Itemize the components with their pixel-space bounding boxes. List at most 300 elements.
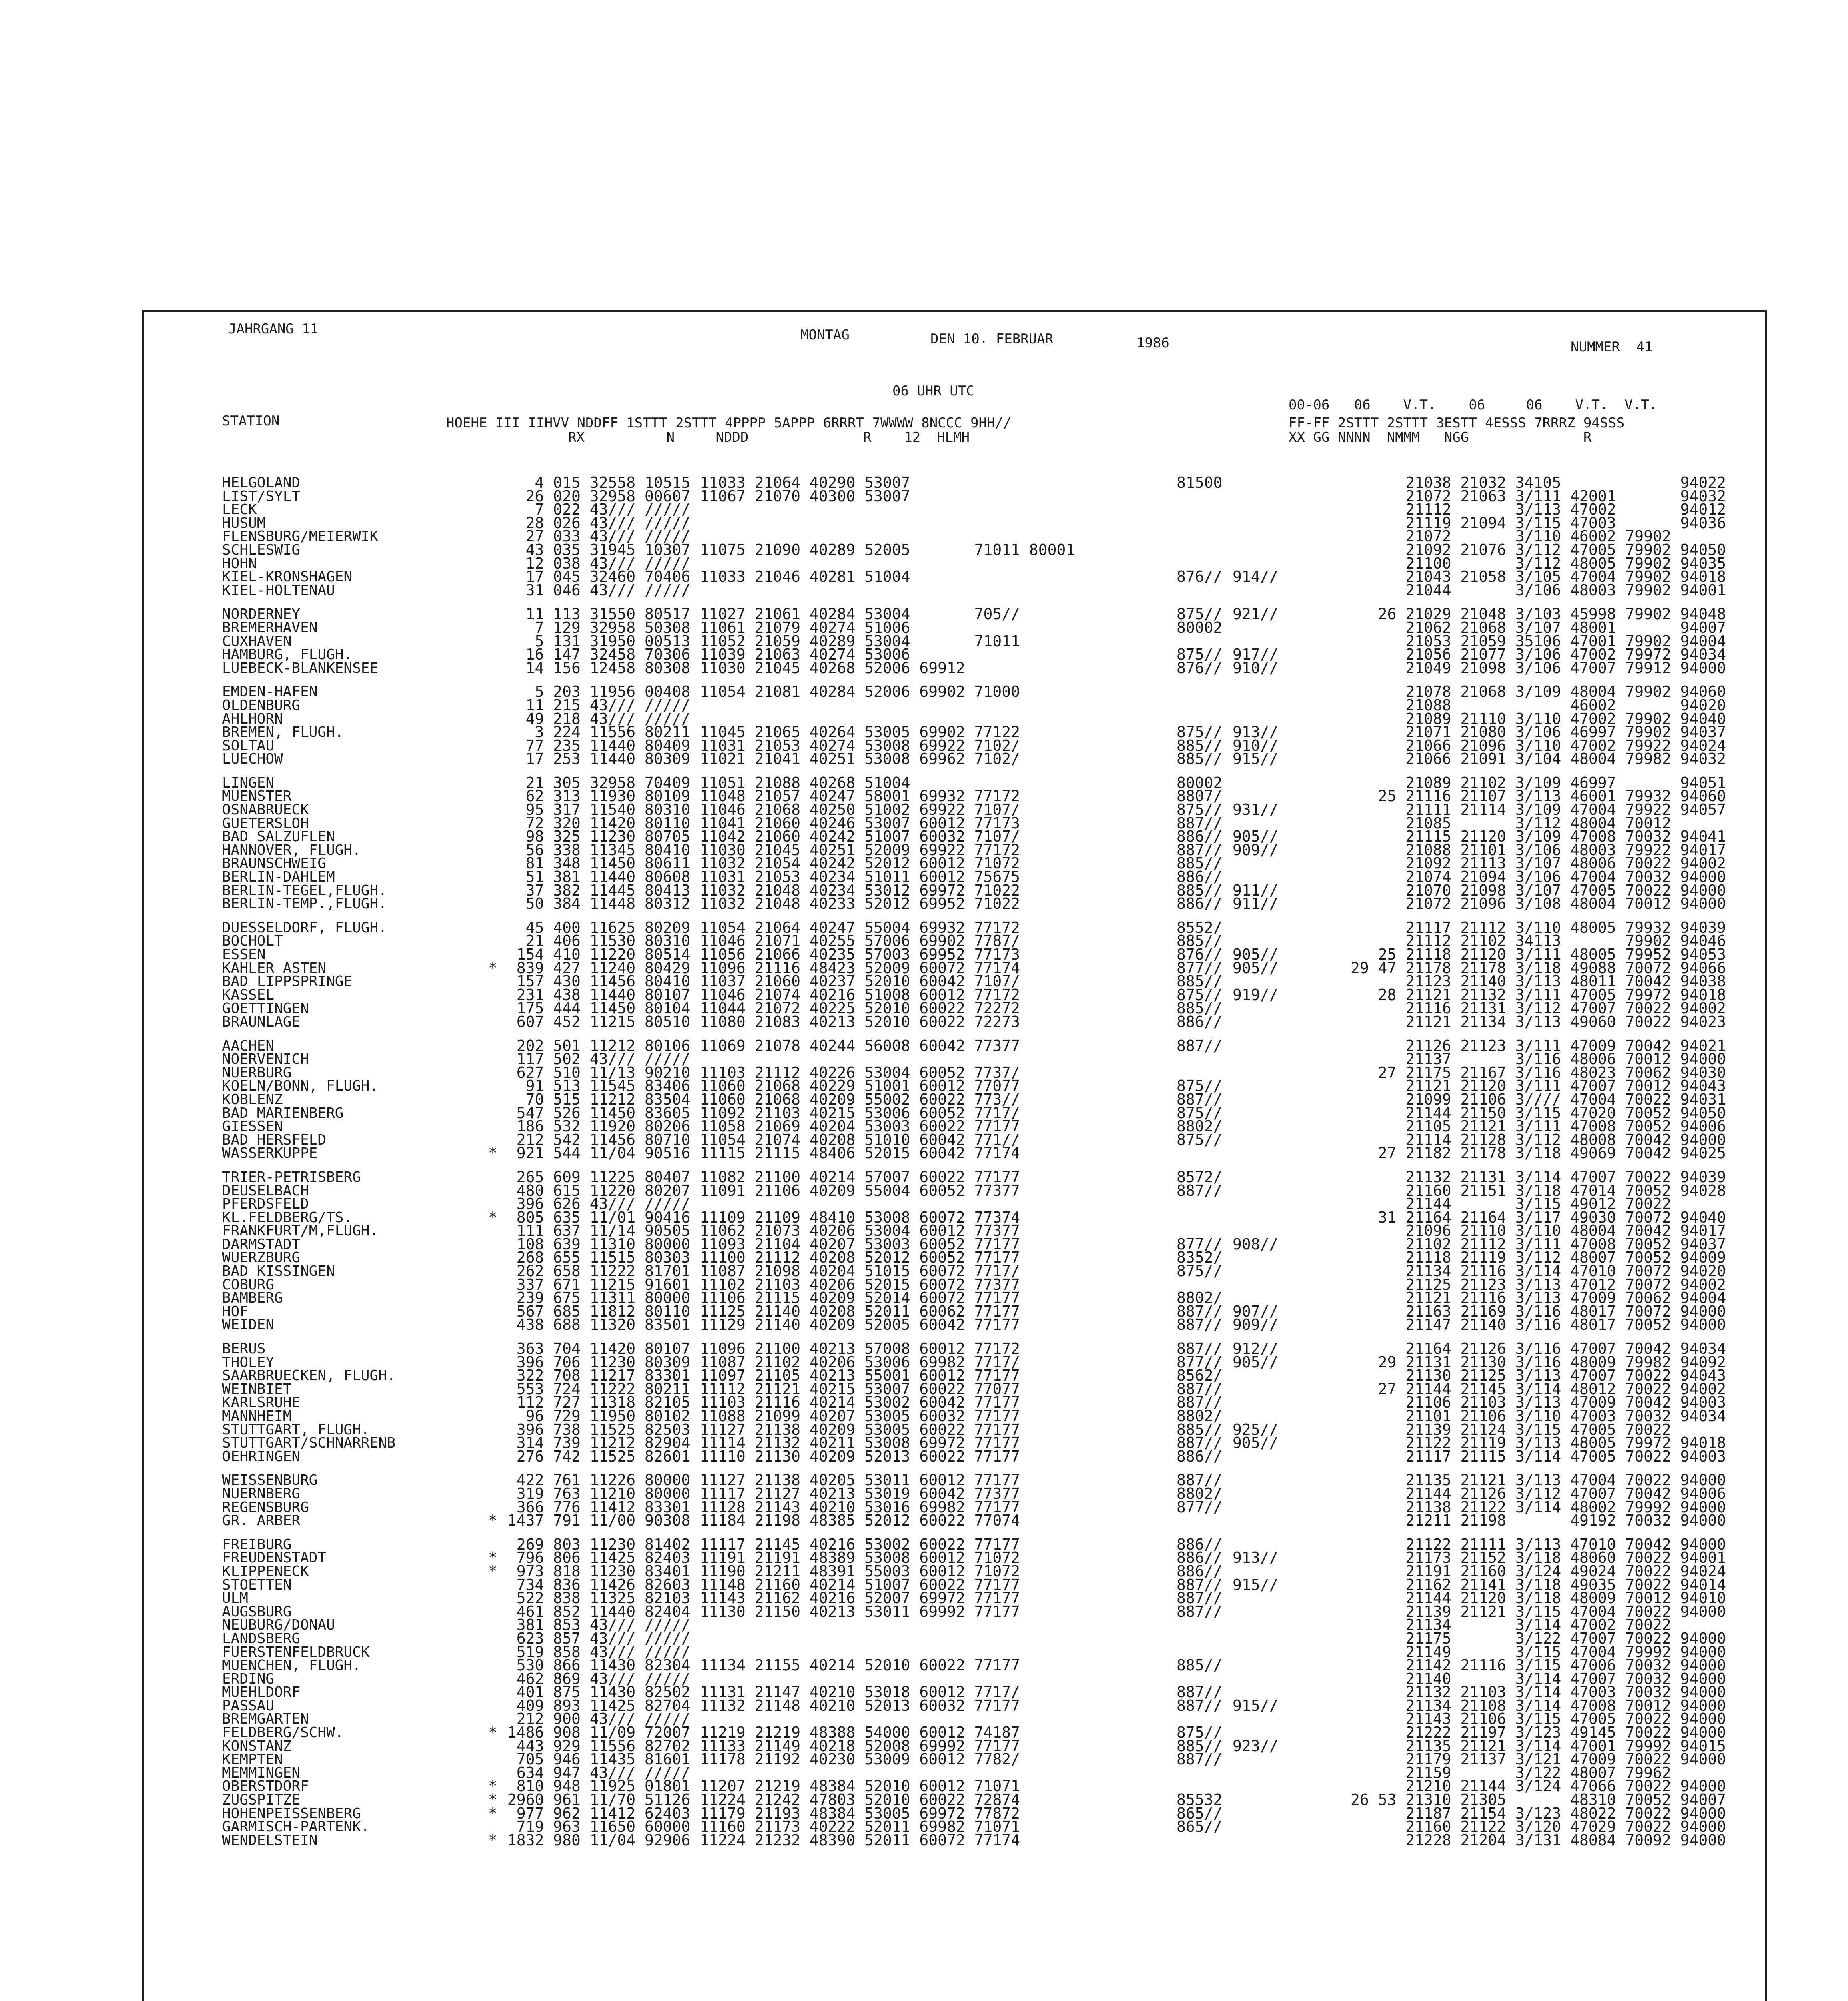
synop-9-group: 919// <box>1233 986 1279 1004</box>
synop-values: 26 020 32958 00607 11067 21070 40300 53007 <box>498 487 910 505</box>
synop-values: 95 317 11540 80310 11046 21068 40250 51002 69922 7107/ <box>498 801 1020 819</box>
synop-values: 37 382 11445 80413 11032 21048 40234 53012 69972 71022 <box>498 881 1020 899</box>
station-name: COBURG <box>222 1276 275 1293</box>
synop-values: 547 526 11450 83605 11092 21103 40215 53006 60052 7717/ <box>498 1104 1020 1122</box>
synop-extra-group: 887// <box>1177 1302 1223 1320</box>
station-name: SOLTAU <box>222 737 275 754</box>
supplementary-values: 21179 21137 3/121 47009 70022 94000 <box>1351 1750 1726 1768</box>
supplementary-values: 26 53 21310 21305 48310 70052 94007 <box>1351 1791 1726 1809</box>
station-name: KIEL-HOLTENAU <box>222 582 335 599</box>
synop-extra-group: 876// <box>1177 568 1223 586</box>
supplementary-values: 21072 21096 3/108 48004 70012 94000 <box>1351 895 1726 913</box>
supplementary-values: 21144 3/115 49012 70022 <box>1351 1195 1671 1213</box>
station-name: FELDBERG/SCHW. <box>222 1724 344 1741</box>
supplementary-values: 21123 21140 3/113 48011 70042 94038 <box>1351 972 1726 990</box>
station-name: MANNHEIM <box>222 1408 292 1424</box>
supplementary-values: 21137 3/116 48006 70012 94000 <box>1351 1050 1726 1068</box>
synop-values: 154 410 11220 80514 11056 21066 40235 57003 69952 77173 <box>498 946 1020 963</box>
supplementary-values: 21139 21121 3/115 47004 70022 94000 <box>1351 1602 1726 1620</box>
supplementary-values: 21112 21102 34113 79902 94046 <box>1351 932 1726 950</box>
synop-values: 396 738 11525 82503 11127 21138 40209 53005 60022 77177 <box>498 1420 1020 1438</box>
synop-values: 519 858 43/// ///// <box>498 1643 691 1661</box>
synop-extra-group: 887// <box>1177 1602 1223 1620</box>
synop-extra-group: 875// <box>1177 801 1223 819</box>
synop-9-group: 913// <box>1233 723 1279 741</box>
synop-values: 91 513 11545 83406 11060 21068 40229 51001 60012 77077 <box>498 1077 1020 1095</box>
synop-9-group: 908// <box>1233 1235 1279 1253</box>
synop-extra-group: 877// <box>1177 1235 1223 1253</box>
station-name: KEMPTEN <box>222 1751 283 1768</box>
supplementary-values: 27 21175 21167 3/116 48023 70062 94030 <box>1351 1063 1726 1081</box>
station-name: KOELN/BONN, FLUGH. <box>222 1078 379 1095</box>
weather-report-sheet <box>142 310 1767 2001</box>
supplementary-values: 21144 21120 3/118 48009 70012 94010 <box>1351 1589 1726 1607</box>
synop-values: 50 384 11448 80312 11032 21048 40233 52012 69952 71022 <box>498 895 1020 913</box>
supplementary-values: 21140 3/114 47007 70032 94000 <box>1351 1670 1726 1688</box>
station-name: BERUS <box>222 1341 266 1357</box>
synop-values: 530 866 11430 82304 11134 21155 40214 52010 60022 77177 <box>498 1656 1020 1674</box>
synop-values: 186 532 11920 80206 11058 21069 40204 53003 60022 77177 <box>498 1117 1020 1135</box>
synop-values: 810 948 11925 01801 11207 21219 48384 52010 60012 71071 <box>498 1777 1020 1795</box>
synop-9-group: 915// <box>1233 750 1279 768</box>
station-name: AUGSBURG <box>222 1603 292 1620</box>
supplementary-values: 21121 21116 3/113 47009 70062 94004 <box>1351 1289 1726 1307</box>
synop-9-group: 905// <box>1233 828 1279 846</box>
synop-9-group: 910// <box>1233 736 1279 754</box>
synop-values: 1486 908 11/09 72007 11219 21219 48388 54000 60012 74187 <box>498 1724 1020 1742</box>
station-name: DEUSELBACH <box>222 1182 309 1199</box>
synop-9-group: 931// <box>1233 801 1279 819</box>
station-name: MUENCHEN, FLUGH. <box>222 1657 361 1674</box>
synop-extra-group: 885// <box>1177 1420 1223 1438</box>
synop-9-group: 910// <box>1233 659 1279 677</box>
synop-extra-group: 875// <box>1177 1104 1223 1122</box>
supplementary-values: 21191 21160 3/124 49024 70022 94024 <box>1351 1562 1726 1580</box>
synop-extra-group: 886// <box>1177 828 1223 846</box>
supplementary-values: 27 21144 21145 3/114 48012 70022 94002 <box>1351 1380 1726 1398</box>
supplementary-values: 21160 21151 3/118 47014 70052 94028 <box>1351 1181 1726 1199</box>
table-row <box>144 1015 1765 1029</box>
synop-values: 5 131 31950 00513 11052 21059 40289 53004 71011 <box>498 632 1020 650</box>
synop-values: 27 033 43/// ///// <box>498 527 691 545</box>
station-name: LANDSBERG <box>222 1630 301 1647</box>
table-row <box>144 659 1765 677</box>
station-name: HOHENPEISSENBERG <box>222 1805 361 1822</box>
supplementary-values: 21121 21120 3/111 47007 70012 94043 <box>1351 1077 1726 1095</box>
station-name: GIESSEN <box>222 1118 283 1135</box>
synop-extra-group: 887// <box>1177 1380 1223 1398</box>
supplementary-values: 21164 21126 3/116 47007 70042 94034 <box>1351 1340 1726 1358</box>
station-name: KONSTANZ <box>222 1738 292 1754</box>
synop-extra-group: 887// <box>1177 1683 1223 1701</box>
station-name: NUERNBERG <box>222 1485 301 1502</box>
synop-extra-group: 885// <box>1177 854 1223 872</box>
synop-extra-group: 887// <box>1177 1471 1223 1489</box>
synop-values: 62 313 11930 80109 11048 21057 40247 58001 69932 77172 <box>498 787 1020 805</box>
station-name: KARLSRUHE <box>222 1394 301 1411</box>
report-header <box>144 312 1765 444</box>
synop-values: 175 444 11450 80104 11044 21072 40225 52010 60022 72272 <box>498 999 1020 1017</box>
supplementary-values: 21053 21059 35106 47001 79902 94004 <box>1351 632 1726 650</box>
synop-values: 70 515 11212 83504 11060 21068 40209 55002 60022 773// <box>498 1090 1020 1108</box>
synop-extra-group: 877// <box>1177 1353 1223 1371</box>
table-row <box>144 581 1765 599</box>
synop-extra-group: 865// <box>1177 1804 1223 1822</box>
synop-values: 796 806 11425 82403 11191 21191 48389 53008 60012 71072 <box>498 1549 1020 1567</box>
station-name: BRAUNLAGE <box>222 1013 301 1030</box>
mountain-station-marker: * <box>488 1724 497 1742</box>
synop-extra-group: 8807/ <box>1177 787 1223 805</box>
supplementary-values: 21062 21068 3/107 48001 94007 <box>1351 618 1726 636</box>
station-name: AHLHORN <box>222 710 283 727</box>
supplementary-values: 21117 21112 3/110 48005 79932 94039 <box>1351 918 1726 936</box>
mountain-station-marker: * <box>488 1512 497 1530</box>
supplementary-values: 21143 21106 3/115 47005 70022 94000 <box>1351 1710 1726 1728</box>
synop-extra-group: 877// <box>1177 959 1223 977</box>
station-name: WEIDEN <box>222 1317 275 1333</box>
synop-extra-group: 885// <box>1177 1656 1223 1674</box>
station-column-header: STATION <box>222 413 280 429</box>
table-row <box>144 897 1765 911</box>
supplementary-values: 21071 21080 3/106 46997 79902 94037 <box>1351 723 1726 741</box>
mountain-station-marker: * <box>488 1804 497 1822</box>
station-name: CUXHAVEN <box>222 633 292 650</box>
station-name: GUETERSLOH <box>222 815 309 832</box>
synop-values: 11 113 31550 80517 11027 21061 40284 53004 705// <box>498 605 1020 623</box>
synop-extra-group: 885// <box>1177 881 1223 899</box>
synop-extra-group: 885// <box>1177 932 1223 950</box>
supplementary-values: 21130 21125 3/113 47007 70022 94043 <box>1351 1367 1726 1385</box>
station-name: GOETTINGEN <box>222 1000 309 1017</box>
synop-values: 56 338 11345 80410 11030 21045 40251 52009 69922 77172 <box>498 841 1020 859</box>
station-name: ESSEN <box>222 946 266 963</box>
synop-values: 634 947 43/// ///// <box>498 1764 691 1782</box>
station-name: KASSEL <box>222 986 275 1003</box>
station-name: OLDENBURG <box>222 697 301 714</box>
station-name: LECK <box>222 501 257 518</box>
supplementary-values: 21114 21128 3/112 48008 70042 94000 <box>1351 1131 1726 1149</box>
supplementary-values: 21117 21115 3/114 47005 70022 94003 <box>1351 1447 1726 1465</box>
synop-9-group: 913// <box>1233 1549 1279 1567</box>
station-name: BERLIN-TEMP.,FLUGH. <box>222 896 387 912</box>
synop-values: 262 658 11222 81701 11087 21098 40204 51015 60072 7717/ <box>498 1262 1020 1280</box>
supplementary-values: 21163 21169 3/116 48017 70072 94000 <box>1351 1302 1726 1320</box>
synop-values: 705 946 11435 81601 11178 21192 40230 53009 60012 7782/ <box>498 1750 1020 1768</box>
synop-values: 422 761 11226 80000 11127 21138 40205 53011 60012 77177 <box>498 1471 1020 1489</box>
synop-extra-group: 875// <box>1177 1724 1223 1742</box>
supplementary-values: 27 21182 21178 3/118 49069 70042 94025 <box>1351 1144 1726 1162</box>
synop-values: 117 502 43/// ///// <box>498 1050 691 1068</box>
supplementary-values: 21092 21113 3/107 48006 70022 94002 <box>1351 854 1726 872</box>
synop-extra-group: 8352/ <box>1177 1249 1223 1267</box>
synop-values: 212 542 11456 80710 11054 21074 40208 51010 60042 771// <box>498 1131 1020 1149</box>
station-name: DUESSELDORF, FLUGH. <box>222 919 387 936</box>
supplementary-values: 21160 21122 3/120 47029 70022 94000 <box>1351 1818 1726 1836</box>
mountain-station-marker: * <box>488 1208 497 1226</box>
synop-extra-group: 885// <box>1177 972 1223 990</box>
station-name: LIST/SYLT <box>222 488 301 505</box>
station-name: DARMSTADT <box>222 1236 301 1253</box>
station-name: BREMEN, FLUGH. <box>222 724 344 741</box>
synop-extra-group: 885// <box>1177 736 1223 754</box>
supplementary-values: 21043 21058 3/105 47004 79902 94018 <box>1351 568 1726 586</box>
synop-values: 45 400 11625 80209 11054 21064 40247 55004 69932 77172 <box>498 918 1020 936</box>
station-name: ULM <box>222 1590 249 1607</box>
synop-extra-group: 887// <box>1177 1434 1223 1452</box>
supplementary-values: 21187 21154 3/123 48022 70022 94000 <box>1351 1804 1726 1822</box>
supplementary-values: 21122 21119 3/113 48005 79972 94018 <box>1351 1434 1726 1452</box>
synop-values: 319 763 11210 80000 11117 21127 40213 53019 60042 77377 <box>498 1484 1020 1502</box>
synop-values: 265 609 11225 80407 11082 21100 40214 57007 60022 77177 <box>498 1168 1020 1186</box>
supplementary-values: 21142 21116 3/115 47006 70032 94000 <box>1351 1656 1726 1674</box>
synop-extra-group: 875// <box>1177 723 1223 741</box>
synop-values: 31 046 43/// ///// <box>498 581 691 599</box>
station-name: BAD HERSFELD <box>222 1131 327 1148</box>
synop-values: 51 381 11440 80608 11031 21053 40234 51011 60012 75675 <box>498 868 1020 886</box>
synop-extra-group: 887// <box>1177 1037 1223 1055</box>
synop-extra-group: 877// <box>1177 1498 1223 1516</box>
synop-values: 462 869 43/// ///// <box>498 1670 691 1688</box>
synop-extra-group: 886// <box>1177 1447 1223 1465</box>
synop-extra-group: 887// <box>1177 1393 1223 1412</box>
station-name: FRANKFURT/M,FLUGH. <box>222 1223 379 1239</box>
supplementary-values: 25 21118 21120 3/111 48005 79952 94053 <box>1351 946 1726 963</box>
station-name: TRIER-PETRISBERG <box>222 1169 361 1185</box>
supplementary-values: 29 21131 21130 3/116 48009 79982 94092 <box>1351 1353 1726 1371</box>
station-table <box>144 476 1765 1847</box>
station-name: NEUBURG/DONAU <box>222 1617 335 1634</box>
synop-extra-group: 875// <box>1177 1262 1223 1280</box>
synop-extra-group: 80002 <box>1177 774 1223 792</box>
synop-values: 112 727 11318 82105 11103 21116 40214 53002 60042 77177 <box>498 1393 1020 1412</box>
issue-number: NUMMER 41 <box>1571 339 1653 355</box>
supplementary-values: 21119 21094 3/115 47003 94036 <box>1351 514 1726 532</box>
synop-9-group: 905// <box>1233 959 1279 977</box>
supplementary-values: 21111 21114 3/109 47004 79922 94057 <box>1351 801 1726 819</box>
supplementary-values: 21044 3/106 48003 79902 94001 <box>1351 581 1726 599</box>
station-name: KL.FELDBERG/TS. <box>222 1209 353 1226</box>
supplementary-values: 21139 21124 3/115 47005 70022 <box>1351 1420 1671 1438</box>
synop-values: 5 203 11956 00408 11054 21081 40284 52006 69902 71000 <box>498 683 1020 701</box>
supplementary-values: 28 21121 21132 3/111 47005 79972 94018 <box>1351 986 1726 1004</box>
supplementary-values: 21101 21106 3/110 47003 70032 94034 <box>1351 1407 1726 1425</box>
supplementary-values: 21070 21098 3/107 47005 70022 94000 <box>1351 881 1726 899</box>
synop-extra-group: 885// <box>1177 1737 1223 1755</box>
synop-values: 16 147 32458 70306 11039 21063 40274 53006 <box>498 646 910 664</box>
synop-extra-group: 885// <box>1177 999 1223 1017</box>
synop-values: 108 639 11310 80000 11093 21104 40207 53003 60052 77177 <box>498 1235 1020 1253</box>
supplementary-values: 21072 21063 3/111 42001 94032 <box>1351 487 1726 505</box>
synop-values: 1832 980 11/04 92906 11224 21232 48390 52011 60072 77174 <box>498 1831 1020 1849</box>
supplementary-values: 21144 21126 3/112 47007 70042 94006 <box>1351 1484 1726 1502</box>
synop-extra-group: 886// <box>1177 1562 1223 1580</box>
synop-extra-group: 887// <box>1177 1181 1223 1199</box>
station-name: OEHRINGEN <box>222 1448 301 1465</box>
supplementary-values: 21132 21131 3/114 47007 70022 94039 <box>1351 1168 1726 1186</box>
station-group <box>144 1039 1765 1160</box>
synop-extra-group: 887// <box>1177 1696 1223 1714</box>
synop-values: 43 035 31945 10307 11075 21090 40289 52005 71011 80001 <box>498 541 1075 559</box>
station-name: BOCHOLT <box>222 933 283 950</box>
station-name: BAD LIPPSPRINGE <box>222 973 353 990</box>
synop-extra-group: 8562/ <box>1177 1367 1223 1385</box>
synop-extra-group: 8572/ <box>1177 1168 1223 1186</box>
synop-values: 202 501 11212 80106 11069 21078 40244 56008 60042 77377 <box>498 1037 1020 1055</box>
synop-values: 734 836 11426 82603 11148 21160 40214 51007 60022 77177 <box>498 1576 1020 1594</box>
synop-extra-group: 887// <box>1177 1750 1223 1768</box>
synop-values: 627 510 11/13 90210 11103 21112 40226 53004 60052 7737/ <box>498 1063 1020 1081</box>
supplementary-values: 29 47 21178 21178 3/118 49088 70072 94066 <box>1351 959 1726 977</box>
station-name: BRAUNSCHWEIG <box>222 855 327 872</box>
synop-values: 4 015 32558 10515 11033 21064 40290 53007 <box>498 474 910 491</box>
station-name: REGENSBURG <box>222 1499 309 1516</box>
mountain-station-marker: * <box>488 1777 497 1795</box>
synop-extra-group: 81500 <box>1177 474 1223 491</box>
synop-9-group: 905// <box>1233 1353 1279 1371</box>
supplementary-values: 21228 21204 3/131 48084 70092 94000 <box>1351 1831 1726 1849</box>
station-name: THOLEY <box>222 1354 275 1371</box>
supplementary-values: 21105 21121 3/111 47008 70052 94006 <box>1351 1117 1726 1135</box>
mountain-station-marker: * <box>488 1549 497 1567</box>
synop-values: 12 038 43/// ///// <box>498 554 691 572</box>
synop-9-group: 917// <box>1233 646 1279 664</box>
synop-values: 21 305 32958 70409 11051 21088 40268 51004 <box>498 774 910 792</box>
supplementary-values: 21115 21120 3/109 47008 70032 94041 <box>1351 828 1726 846</box>
station-name: KAHLER ASTEN <box>222 960 327 976</box>
synop-values: 438 688 11320 83501 11129 21140 40209 52005 60042 77177 <box>498 1316 1020 1334</box>
table-row <box>144 752 1765 766</box>
synop-values: 1437 791 11/00 90308 11184 21198 48385 52012 60022 77074 <box>498 1512 1020 1530</box>
synop-extra-group: 885// <box>1177 750 1223 768</box>
supplementary-values: 25 21116 21107 3/113 46001 79932 94060 <box>1351 787 1726 805</box>
station-name: STUTTGART/SCHNARRENB <box>222 1435 396 1452</box>
supplementary-values: 21159 3/122 48007 79962 <box>1351 1764 1671 1782</box>
synop-values: 719 963 11650 60000 11160 21173 40222 52011 69982 71071 <box>498 1818 1020 1836</box>
station-name: BAD MARIENBERG <box>222 1105 344 1121</box>
station-name: MUEHLDORF <box>222 1684 301 1701</box>
synop-values: 98 325 11230 80705 11042 21060 40242 51007 60032 7107/ <box>498 828 1020 846</box>
supplementary-values: 21056 21077 3/106 47002 79972 94034 <box>1351 646 1726 664</box>
supplementary-values: 21066 21096 3/110 47002 79922 94024 <box>1351 736 1726 754</box>
station-group <box>144 1168 1765 1334</box>
synop-values: 977 962 11412 62403 11179 21193 48384 53005 69972 77872 <box>498 1804 1020 1822</box>
supplementary-values: 21089 21102 3/109 46997 94051 <box>1351 774 1726 792</box>
synop-values: 461 852 11440 82404 11130 21150 40213 53011 69992 77177 <box>498 1602 1020 1620</box>
station-name: HOHN <box>222 555 257 572</box>
supplementary-values: 21092 21076 3/112 47005 79902 94050 <box>1351 541 1726 559</box>
synop-values: 81 348 11450 80611 11032 21054 40242 52012 60012 71072 <box>498 854 1020 872</box>
synop-extra-group: 875// <box>1177 1131 1223 1149</box>
station-name: HANNOVER, FLUGH. <box>222 842 361 858</box>
supplementary-values: 21122 21111 3/113 47010 70042 94000 <box>1351 1535 1726 1553</box>
observation-time: 06 UHR UTC <box>892 383 974 399</box>
synop-extra-group: 8802/ <box>1177 1484 1223 1502</box>
synop-extra-group: 8802/ <box>1177 1407 1223 1425</box>
supplementary-values: 21118 21119 3/112 48007 70052 94009 <box>1351 1249 1726 1267</box>
supplementary-values: 21074 21094 3/106 47004 70032 94000 <box>1351 868 1726 886</box>
supplementary-values: 21089 21110 3/110 47002 79902 94040 <box>1351 710 1726 728</box>
synop-9-group: 914// <box>1233 568 1279 586</box>
synop-values: 553 724 11222 80211 11112 21121 40215 53007 60022 77077 <box>498 1380 1020 1398</box>
supplementary-values: 21038 21032 34105 94022 <box>1351 474 1726 491</box>
station-name: BAD SALZUFLEN <box>222 828 335 845</box>
synop-values: 231 438 11440 80107 11046 21074 40216 51008 60012 77172 <box>498 986 1020 1004</box>
synop-9-group: 915// <box>1233 1576 1279 1594</box>
synop-extra-group: 887// <box>1177 1589 1223 1607</box>
synop-values: 337 671 11215 91601 11102 21103 40206 52015 60072 77377 <box>498 1275 1020 1293</box>
synop-9-group: 909// <box>1233 841 1279 859</box>
supplementary-values: 21173 21152 3/118 48060 70022 94001 <box>1351 1549 1726 1567</box>
synop-9-group: 915// <box>1233 1696 1279 1714</box>
station-name: LINGEN <box>222 774 275 791</box>
station-name: KLIPPENECK <box>222 1563 309 1580</box>
supplementary-values: 21138 21122 3/114 48002 79992 94000 <box>1351 1498 1726 1516</box>
station-name: WASSERKUPPE <box>222 1145 318 1162</box>
supplementary-values: 21210 21144 3/124 47066 70022 94000 <box>1351 1777 1726 1795</box>
synop-9-group: 912// <box>1233 1340 1279 1358</box>
supplementary-values: 21088 46002 94020 <box>1351 696 1726 714</box>
table-row <box>144 1831 1765 1849</box>
synop-values: 973 818 11230 83401 11190 21211 48391 55003 60012 71072 <box>498 1562 1020 1580</box>
supplementary-values: 21096 21110 3/110 48004 70042 94017 <box>1351 1222 1726 1240</box>
station-group <box>144 605 1765 677</box>
synop-values: 28 026 43/// ///// <box>498 514 691 532</box>
synop-values: 567 685 11812 80110 11125 21140 40208 52011 60062 77177 <box>498 1302 1020 1320</box>
station-name: GARMISCH-PARTENK. <box>222 1819 370 1835</box>
station-name: PASSAU <box>222 1697 275 1714</box>
synop-values: 49 218 43/// ///// <box>498 710 691 728</box>
synop-values: 363 704 11420 80107 11096 21100 40213 57008 60012 77172 <box>498 1340 1020 1358</box>
station-name: MUENSTER <box>222 788 292 805</box>
synop-extra-group: 886// <box>1177 868 1223 886</box>
main-column-header: HOEHE III IIHVV NDDFF 1STTT 2STTT 4PPPP 5APPP 6RRRT 7WWWW 8NCCC 9HH// <box>446 415 1012 431</box>
station-name: HOF <box>222 1303 249 1320</box>
supplementary-values: 21147 21140 3/116 48017 70052 94000 <box>1351 1316 1726 1334</box>
synop-values: 17 045 32460 70406 11033 21046 40281 51004 <box>498 568 910 586</box>
station-name: MEMMINGEN <box>222 1764 301 1781</box>
synop-extra-group: 875// <box>1177 1077 1223 1095</box>
mountain-station-marker: * <box>488 1791 497 1809</box>
synop-values: 21 406 11530 80310 11046 21071 40255 57006 69902 7787/ <box>498 932 1020 950</box>
station-name: ERDING <box>222 1670 275 1687</box>
supplementary-values: 31 21164 21164 3/117 49030 70072 94040 <box>1351 1208 1726 1226</box>
synop-extra-group: 886// <box>1177 1013 1223 1031</box>
synop-extra-group: 85532 <box>1177 1791 1223 1809</box>
synop-values: 268 655 11515 80303 11100 21112 40208 52012 60052 77177 <box>498 1249 1020 1267</box>
synop-values: 17 253 11440 80309 11021 21041 40251 53008 69962 7102/ <box>498 750 1020 768</box>
station-group <box>144 685 1765 766</box>
year-label: 1986 <box>1136 335 1169 351</box>
synop-extra-group: 887// <box>1177 841 1223 859</box>
station-name: FREIBURG <box>222 1536 292 1553</box>
synop-9-group: 905// <box>1233 946 1279 963</box>
synop-9-group: 905// <box>1233 1434 1279 1452</box>
station-name: BAD KISSINGEN <box>222 1263 335 1280</box>
synop-values: 401 875 11430 82502 11131 21147 40210 53018 60012 7717/ <box>498 1683 1020 1701</box>
supplementary-values: 21066 21091 3/104 48004 79982 94032 <box>1351 750 1726 768</box>
synop-values: 111 637 11/14 90505 11062 21073 40206 53004 60012 77377 <box>498 1222 1020 1240</box>
synop-values: 212 900 43/// ///// <box>498 1710 691 1728</box>
synop-extra-group: 8552/ <box>1177 918 1223 936</box>
station-group <box>144 1342 1765 1463</box>
synop-extra-group: 887// <box>1177 1576 1223 1594</box>
synop-values: 522 838 11325 82103 11143 21162 40216 52007 69972 77177 <box>498 1589 1020 1607</box>
supplementary-values: 21132 21103 3/114 47003 70032 94000 <box>1351 1683 1726 1701</box>
station-group <box>144 1471 1765 1530</box>
synop-values: 269 803 11230 81402 11117 21145 40216 53002 60022 77177 <box>498 1535 1020 1553</box>
station-name: FREUDENSTADT <box>222 1550 327 1566</box>
synop-values: 7 022 43/// ///// <box>498 501 691 519</box>
